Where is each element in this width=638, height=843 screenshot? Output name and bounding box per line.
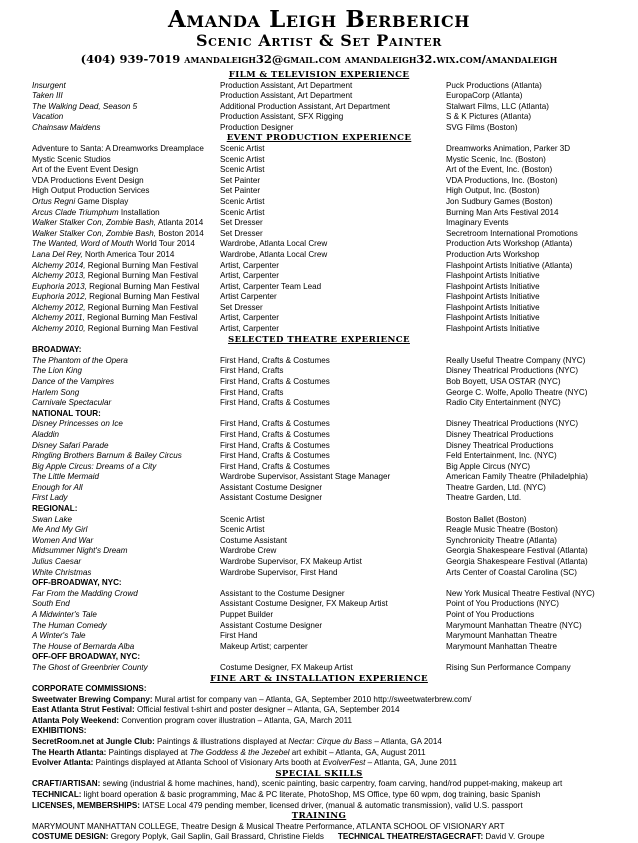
event-title bbox=[32, 186, 220, 197]
event-row bbox=[32, 261, 606, 272]
theatre-role: First Hand, Crafts & Costumes bbox=[220, 398, 330, 408]
event-title-plain: Regional Burning Man Festival bbox=[84, 313, 198, 323]
theatre-role: Scenic Artist bbox=[220, 525, 265, 535]
theatre-category: BROADWAY: bbox=[32, 345, 82, 355]
event-role: Set Dresser bbox=[220, 302, 263, 312]
entry-text: Paintings displayed at bbox=[106, 747, 190, 757]
resume-title: Scenic Artist & Set Painter bbox=[195, 31, 442, 50]
skill-text: IATSE Local 479 pending member, licensed driver, (manual & automatic transmission), valid U.S. passport bbox=[139, 800, 523, 810]
theatre-row bbox=[32, 462, 606, 473]
theatre-row bbox=[32, 557, 606, 568]
theatre-role: Costume Designer, FX Makeup Artist bbox=[220, 662, 353, 672]
training-label: COSTUME DESIGN: bbox=[32, 832, 109, 842]
theatre-company: Disney Theatrical Productions (NYC) bbox=[446, 366, 579, 376]
event-company: Jon Sudbury Games (Boston) bbox=[446, 196, 553, 206]
theatre-title: The Lion King bbox=[32, 366, 82, 376]
theatre-company: Disney Theatrical Productions bbox=[446, 429, 554, 439]
film-row bbox=[32, 102, 606, 113]
theatre-row bbox=[32, 568, 606, 579]
event-title bbox=[32, 261, 220, 272]
film-company: Stalwart Films, LLC (Atlanta) bbox=[446, 101, 549, 111]
theatre-company: Disney Theatrical Productions bbox=[446, 440, 554, 450]
film-role: Additional Production Assistant, Art Department bbox=[220, 101, 391, 111]
theatre-company: Marymount Manhattan Theatre bbox=[446, 631, 557, 641]
event-row bbox=[32, 229, 606, 240]
skill-label: TECHNICAL: bbox=[32, 789, 82, 799]
theatre-role: Wardrobe Supervisor, Assistant Stage Manager bbox=[220, 472, 391, 482]
film-title: Insurgent bbox=[32, 80, 66, 90]
entry-text: Mural artist for company van – Atlanta, GA, September 2010 http://sweetwaterbrew.com/ bbox=[152, 694, 472, 704]
theatre-role: Scenic Artist bbox=[220, 514, 265, 524]
theatre-role: Assistant Costume Designer bbox=[220, 620, 323, 630]
event-row bbox=[32, 313, 606, 324]
event-title bbox=[32, 250, 220, 261]
theatre-role: Wardrobe Crew bbox=[220, 546, 277, 556]
theatre-title: The Ghost of Greenbrier County bbox=[32, 662, 148, 672]
resume-name: Amanda Leigh Berberich bbox=[167, 6, 470, 33]
film-company: SVG Films (Boston) bbox=[446, 122, 518, 132]
training-line bbox=[32, 832, 606, 843]
event-title-plain: Game Display bbox=[75, 196, 129, 206]
theatre-title: Me And My Girl bbox=[32, 525, 88, 535]
event-row bbox=[32, 186, 606, 197]
event-role: Artist, Carpenter bbox=[220, 313, 279, 323]
event-row bbox=[32, 292, 606, 303]
event-row bbox=[32, 303, 606, 314]
theatre-category: REGIONAL: bbox=[32, 504, 78, 514]
event-company: Mystic Scenic, Inc. (Boston) bbox=[446, 154, 546, 164]
theatre-company: Point of You Productions (NYC) bbox=[446, 599, 559, 609]
theatre-title: White Christmas bbox=[32, 567, 92, 577]
event-title bbox=[32, 313, 220, 324]
theatre-row bbox=[32, 451, 606, 462]
event-company: Flashpoint Artists Initiative bbox=[446, 292, 540, 302]
event-title-plain: Regional Burning Man Festival bbox=[85, 302, 199, 312]
theatre-title: A Winter's Tale bbox=[32, 631, 86, 641]
skill-label: CRAFT/ARTISAN: bbox=[32, 779, 101, 789]
event-title-italic: Alchemy 2013, bbox=[32, 271, 86, 281]
theatre-list bbox=[32, 345, 606, 673]
theatre-role: First Hand, Crafts & Costumes bbox=[220, 419, 330, 429]
theatre-heading: SELECTED THEATRE EXPERIENCE bbox=[228, 334, 410, 345]
film-title: The Walking Dead, Season 5 bbox=[32, 101, 138, 111]
event-company: Production Arts Workshop bbox=[446, 249, 540, 259]
entry-text: – Atlanta, GA 2014 bbox=[372, 737, 442, 747]
theatre-title: Julius Caesar bbox=[32, 557, 82, 567]
entry-label: Evolver Atlanta: bbox=[32, 758, 94, 768]
film-row bbox=[32, 112, 606, 123]
skills-heading: SPECIAL SKILLS bbox=[275, 768, 363, 779]
event-role: Scenic Artist bbox=[220, 207, 265, 217]
event-title bbox=[32, 218, 220, 229]
theatre-title: Swan Lake bbox=[32, 514, 73, 524]
theatre-title: Disney Safari Parade bbox=[32, 440, 109, 450]
event-title-plain: Regional Burning Man Festival bbox=[85, 324, 199, 334]
event-company: Production Arts Workshop (Atlanta) bbox=[446, 239, 573, 249]
event-title-plain: Art of the Event Event Design bbox=[32, 165, 139, 175]
event-role: Scenic Artist bbox=[220, 165, 265, 175]
skill-text: light board operation & basic programming, Mac & PC literate, PhotoShop, MS Office, type 60 wpm, dog training, basic Spanish bbox=[81, 789, 541, 799]
event-title bbox=[32, 197, 220, 208]
theatre-title: South End bbox=[32, 599, 70, 609]
event-title-plain: Atlanta 2014 bbox=[156, 218, 204, 228]
event-title-italic: Lana Del Rey, bbox=[32, 249, 83, 259]
event-company: Flashpoint Artists Initiative (Atlanta) bbox=[446, 260, 573, 270]
theatre-row bbox=[32, 621, 606, 632]
film-role: Production Assistant, Art Department bbox=[220, 91, 353, 101]
theatre-company: Disney Theatrical Productions (NYC) bbox=[446, 419, 579, 429]
event-title-italic: Walker Stalker Con, Zombie Bash, bbox=[32, 228, 157, 238]
theatre-title: Disney Princesses on Ice bbox=[32, 419, 123, 429]
theatre-row bbox=[32, 536, 606, 547]
event-company: Flashpoint Artists Initiative bbox=[446, 324, 540, 334]
fineart-line bbox=[32, 695, 606, 706]
skill-text: sewing (industrial & home machines, hand), scenic painting, basic carpentry, foam carving, hand/rod puppet-making, makeup art bbox=[100, 779, 563, 789]
event-title bbox=[32, 282, 220, 293]
event-title bbox=[32, 155, 220, 166]
theatre-row bbox=[32, 642, 606, 653]
training-text: David V. Groupe bbox=[483, 832, 545, 842]
entry-text: Official festival t-shirt and poster designer – Atlanta, GA, September 2014 bbox=[134, 705, 400, 715]
skill-label: LICENSES, MEMBERSHIPS: bbox=[32, 800, 140, 810]
theatre-company: Boston Ballet (Boston) bbox=[446, 514, 527, 524]
theatre-title: A Midwinter's Tale bbox=[32, 610, 97, 619]
theatre-title: The Little Mermaid bbox=[32, 472, 100, 482]
event-title bbox=[32, 144, 220, 155]
theatre-row bbox=[32, 546, 606, 557]
fineart-line bbox=[32, 758, 606, 769]
theatre-title: Harlem Song bbox=[32, 387, 80, 397]
film-row bbox=[32, 91, 606, 102]
theatre-title: The Human Comedy bbox=[32, 620, 107, 630]
training-line: MARYMOUNT MANHATTAN COLLEGE, Theatre Design & Musical Theatre Performance, ATLANTA SCHOOL OF VISIONARY ART bbox=[32, 821, 505, 831]
theatre-role: First Hand, Crafts & Costumes bbox=[220, 376, 330, 386]
theatre-row bbox=[32, 356, 606, 367]
theatre-company: Theatre Garden, Ltd. bbox=[446, 493, 522, 503]
event-title-plain: Regional Burning Man Festival bbox=[86, 292, 200, 302]
theatre-category: NATIONAL TOUR: bbox=[32, 408, 101, 418]
film-title: Chainsaw Maidens bbox=[32, 122, 101, 132]
theatre-row bbox=[32, 631, 606, 642]
event-title-plain: Adventure to Santa: A Dreamworks Dreamplace bbox=[32, 143, 204, 153]
film-list bbox=[32, 81, 606, 134]
theatre-role: Wardrobe Supervisor, First Hand bbox=[220, 567, 338, 577]
event-role: Artist, Carpenter bbox=[220, 271, 279, 281]
event-row bbox=[32, 324, 606, 335]
entry-text: Paintings displayed at Atlanta School of Visionary Arts booth at bbox=[93, 758, 323, 768]
event-role: Scenic Artist bbox=[220, 196, 265, 206]
event-row bbox=[32, 239, 606, 250]
theatre-title: Carnivale Spectacular bbox=[32, 398, 112, 408]
event-role: Artist, Carpenter Team Lead bbox=[220, 281, 322, 291]
event-title-plain: Installation bbox=[118, 207, 160, 217]
theatre-role: Puppet Builder bbox=[220, 610, 274, 619]
event-row bbox=[32, 250, 606, 261]
theatre-company: New York Musical Theatre Festival (NYC) bbox=[446, 588, 595, 598]
event-row bbox=[32, 165, 606, 176]
event-title-plain: Regional Burning Man Festival bbox=[85, 260, 199, 270]
theatre-company: Georgia Shakespeare Festival (Atlanta) bbox=[446, 546, 588, 556]
skill-line bbox=[32, 801, 606, 812]
theatre-row bbox=[32, 589, 606, 600]
theatre-title: Enough for All bbox=[32, 482, 83, 492]
theatre-company: Reagle Music Theatre (Boston) bbox=[446, 525, 558, 535]
event-company: Imaginary Events bbox=[446, 218, 509, 228]
theatre-row bbox=[32, 377, 606, 388]
event-row bbox=[32, 282, 606, 293]
entry-label: Sweetwater Brewing Company: bbox=[32, 694, 153, 704]
event-title-italic: Alchemy 2011, bbox=[32, 313, 85, 323]
corporate-label: CORPORATE COMMISSIONS: bbox=[32, 684, 147, 694]
film-company: Puck Productions (Atlanta) bbox=[446, 80, 542, 90]
theatre-title: Aladdin bbox=[32, 429, 60, 439]
theatre-company: Feld Entertainment, Inc. (NYC) bbox=[446, 451, 557, 461]
theatre-title: Big Apple Circus: Dreams of a City bbox=[32, 461, 157, 471]
theatre-title: Ringling Brothers Barnum & Bailey Circus bbox=[32, 451, 182, 461]
event-role: Set Painter bbox=[220, 175, 261, 185]
theatre-role: First Hand, Crafts & Costumes bbox=[220, 461, 330, 471]
event-role: Set Dresser bbox=[220, 218, 263, 228]
event-row bbox=[32, 271, 606, 282]
event-role: Scenic Artist bbox=[220, 143, 265, 153]
event-title-italic: Euphoria 2012, bbox=[32, 292, 87, 302]
theatre-row bbox=[32, 441, 606, 452]
event-title bbox=[32, 239, 220, 250]
fineart-heading: FINE ART & INSTALLATION EXPERIENCE bbox=[210, 673, 428, 684]
theatre-row bbox=[32, 525, 606, 536]
event-title-plain: Regional Burning Man Festival bbox=[86, 281, 200, 291]
event-role: Artist, Carpenter bbox=[220, 260, 279, 270]
theatre-company: Arts Center of Coastal Carolina (SC) bbox=[446, 567, 577, 577]
event-title bbox=[32, 229, 220, 240]
theatre-role: First Hand, Crafts & Costumes bbox=[220, 355, 330, 365]
theatre-role: Wardrobe Supervisor, FX Makeup Artist bbox=[220, 557, 362, 567]
event-row bbox=[32, 197, 606, 208]
event-company: Flashpoint Artists Initiative bbox=[446, 281, 540, 291]
event-title bbox=[32, 303, 220, 314]
event-row bbox=[32, 176, 606, 187]
theatre-row bbox=[32, 472, 606, 483]
event-role: Set Dresser bbox=[220, 228, 263, 238]
event-title-plain: North America Tour 2014 bbox=[82, 249, 175, 259]
event-title bbox=[32, 271, 220, 282]
training-heading: TRAINING bbox=[291, 811, 347, 822]
event-company: Dreamworks Animation, Parker 3D bbox=[446, 143, 571, 153]
training-label: TECHNICAL THEATRE/STAGECRAFT: bbox=[337, 832, 484, 842]
theatre-title: The Phantom of the Opera bbox=[32, 355, 128, 365]
event-role: Set Painter bbox=[220, 186, 261, 196]
theatre-title: Women And War bbox=[32, 535, 94, 545]
event-company: High Output, Inc. (Boston) bbox=[446, 186, 540, 196]
event-heading: EVENT PRODUCTION EXPERIENCE bbox=[226, 133, 412, 144]
theatre-row bbox=[32, 483, 606, 494]
training-text: Gregory Poplyk, Gail Saplin, Gail Brassard, Christine Fields bbox=[108, 832, 324, 842]
theatre-role: First Hand, Crafts bbox=[220, 366, 284, 376]
event-title-italic: Walker Stalker Con, Zombie Bash, bbox=[32, 218, 157, 228]
theatre-company: Really Useful Theatre Company (NYC) bbox=[446, 355, 586, 365]
theatre-role: Assistant Costume Designer bbox=[220, 493, 323, 503]
film-heading: FILM & TELEVISION EXPERIENCE bbox=[228, 70, 410, 80]
skill-line bbox=[32, 790, 606, 801]
fineart-line bbox=[32, 716, 606, 727]
theatre-company: Point of You Productions bbox=[446, 610, 535, 619]
event-company: Flashpoint Artists Initiative bbox=[446, 313, 540, 323]
theatre-role: Costume Assistant bbox=[220, 535, 288, 545]
film-row bbox=[32, 81, 606, 92]
theatre-role: Assistant Costume Designer, FX Makeup Artist bbox=[220, 599, 388, 609]
entry-label: Atlanta Poly Weekend: bbox=[32, 715, 120, 725]
entry-text: – Atlanta, GA, June 2011 bbox=[365, 758, 458, 768]
fineart-line bbox=[32, 705, 606, 716]
theatre-title: Far From the Madding Crowd bbox=[32, 588, 138, 598]
entry-text: Convention program cover illustration – Atlanta, GA, March 2011 bbox=[119, 715, 352, 725]
theatre-company: Marymount Manhattan Theatre (NYC) bbox=[446, 620, 582, 630]
event-title bbox=[32, 292, 220, 303]
theatre-row bbox=[32, 366, 606, 377]
film-company: EuropaCorp (Atlanta) bbox=[446, 91, 523, 101]
event-title bbox=[32, 165, 220, 176]
event-role: Wardrobe, Atlanta Local Crew bbox=[220, 239, 328, 249]
entry-text: Paintings & illustrations displayed at bbox=[154, 737, 289, 747]
event-row bbox=[32, 144, 606, 155]
theatre-company: American Family Theatre (Philadelphia) bbox=[446, 472, 589, 482]
entry-italic: Nectar: Cirque du Bass bbox=[288, 737, 373, 747]
theatre-company: Theatre Garden, Ltd. (NYC) bbox=[446, 482, 546, 492]
event-title-italic: The Wanted, Word of Mouth bbox=[32, 239, 134, 249]
event-title-plain: VDA Productions Event Design bbox=[32, 175, 144, 185]
theatre-company: Synchronicity Theatre (Atlanta) bbox=[446, 535, 557, 545]
theatre-title: Midsummer Night's Dream bbox=[32, 546, 128, 556]
contact-line: (404) 939-7019 amandaleigh32@gmail.com amandaleigh32.wix.com/amandaleigh bbox=[80, 52, 558, 66]
theatre-role: Assistant Costume Designer bbox=[220, 482, 323, 492]
film-role: Production Assistant, SFX Rigging bbox=[220, 112, 344, 122]
theatre-role: First Hand, Crafts & Costumes bbox=[220, 440, 330, 450]
theatre-role: First Hand, Crafts bbox=[220, 387, 284, 397]
event-role: Artist, Carpenter bbox=[220, 324, 279, 334]
theatre-company: Georgia Shakespeare Festival (Atlanta) bbox=[446, 557, 588, 567]
event-title-italic: Arcus Clade Triumphum bbox=[32, 207, 119, 217]
event-row bbox=[32, 218, 606, 229]
theatre-row bbox=[32, 599, 606, 610]
film-role: Production Designer bbox=[220, 122, 294, 132]
event-company: Secretroom International Promotions bbox=[446, 228, 578, 238]
theatre-title: First Lady bbox=[32, 493, 68, 503]
theatre-company: Marymount Manhattan Theatre bbox=[446, 641, 557, 651]
event-role: Artist Carpenter bbox=[220, 292, 277, 302]
theatre-role: First Hand, Crafts & Costumes bbox=[220, 451, 330, 461]
theatre-role: First Hand bbox=[220, 631, 258, 641]
event-role: Scenic Artist bbox=[220, 154, 265, 164]
event-title-italic: Alchemy 2012, bbox=[32, 302, 86, 312]
theatre-category: OFF-BROADWAY, NYC: bbox=[32, 578, 122, 588]
theatre-company: Big Apple Circus (NYC) bbox=[446, 461, 531, 471]
theatre-row bbox=[32, 610, 606, 621]
skill-line bbox=[32, 779, 606, 790]
event-title-plain: Regional Burning Man Festival bbox=[85, 271, 199, 281]
entry-label: East Atlanta Strut Festival: bbox=[32, 705, 135, 715]
film-row bbox=[32, 123, 606, 134]
theatre-company: George C. Wolfe, Apollo Theatre (NYC) bbox=[446, 387, 588, 397]
event-title bbox=[32, 324, 220, 335]
theatre-title: The House of Bernarda Alba bbox=[32, 641, 135, 651]
entry-italic: The Goddess & the Jezebel bbox=[189, 747, 290, 757]
event-company: Burning Man Arts Festival 2014 bbox=[446, 207, 559, 217]
entry-label: The Hearth Atlanta: bbox=[32, 747, 107, 757]
event-title-plain: World Tour 2014 bbox=[133, 239, 195, 249]
theatre-row bbox=[32, 515, 606, 526]
fineart-line bbox=[32, 748, 606, 759]
theatre-row bbox=[32, 430, 606, 441]
event-list bbox=[32, 144, 606, 335]
theatre-row bbox=[32, 419, 606, 430]
theatre-row bbox=[32, 493, 606, 504]
event-title bbox=[32, 176, 220, 187]
event-company: VDA Productions, Inc. (Boston) bbox=[446, 175, 558, 185]
theatre-row bbox=[32, 398, 606, 409]
theatre-row bbox=[32, 663, 606, 674]
event-title-italic: Alchemy 2014, bbox=[32, 260, 86, 270]
theatre-row bbox=[32, 388, 606, 399]
event-company: Art of the Event, Inc. (Boston) bbox=[446, 165, 553, 175]
film-title: Taken III bbox=[32, 91, 63, 101]
theatre-company: Bob Boyett, USA OSTAR (NYC) bbox=[446, 376, 561, 386]
film-company: S & K Pictures (Atlanta) bbox=[446, 112, 532, 122]
film-title: Vacation bbox=[32, 112, 64, 122]
event-title-italic: Euphoria 2013, bbox=[32, 281, 87, 291]
event-company: Flashpoint Artists Initiative bbox=[446, 271, 540, 281]
event-row bbox=[32, 155, 606, 166]
entry-label: SecretRoom.net at Jungle Club: bbox=[32, 737, 155, 747]
event-title bbox=[32, 208, 220, 219]
event-row bbox=[32, 208, 606, 219]
theatre-company: Radio City Entertainment (NYC) bbox=[446, 398, 561, 408]
event-company: Flashpoint Artists Initiative bbox=[446, 302, 540, 312]
theatre-role: First Hand, Crafts & Costumes bbox=[220, 429, 330, 439]
film-role: Production Assistant, Art Department bbox=[220, 80, 353, 90]
event-title-plain: High Output Production Services bbox=[32, 186, 150, 196]
theatre-title: Dance of the Vampires bbox=[32, 376, 115, 386]
event-title-italic: Ortus Regni bbox=[32, 196, 76, 206]
entry-text: art exhibit – Atlanta, GA, August 2011 bbox=[289, 747, 426, 757]
theatre-category: OFF-OFF BROADWAY, NYC: bbox=[32, 652, 141, 662]
theatre-company: Rising Sun Performance Company bbox=[446, 662, 571, 672]
event-title-plain: Mystic Scenic Studios bbox=[32, 154, 111, 164]
event-title-italic: Alchemy 2010, bbox=[32, 324, 86, 334]
theatre-role: Makeup Artist; carpenter bbox=[220, 641, 308, 651]
exhibitions-label: EXHIBITIONS: bbox=[32, 726, 87, 736]
theatre-role: Assistant to the Costume Designer bbox=[220, 588, 345, 598]
event-title-plain: Boston 2014 bbox=[156, 228, 204, 238]
event-role: Wardrobe, Atlanta Local Crew bbox=[220, 249, 328, 259]
fineart-line bbox=[32, 737, 606, 748]
entry-italic: EvolverFest bbox=[322, 758, 366, 768]
